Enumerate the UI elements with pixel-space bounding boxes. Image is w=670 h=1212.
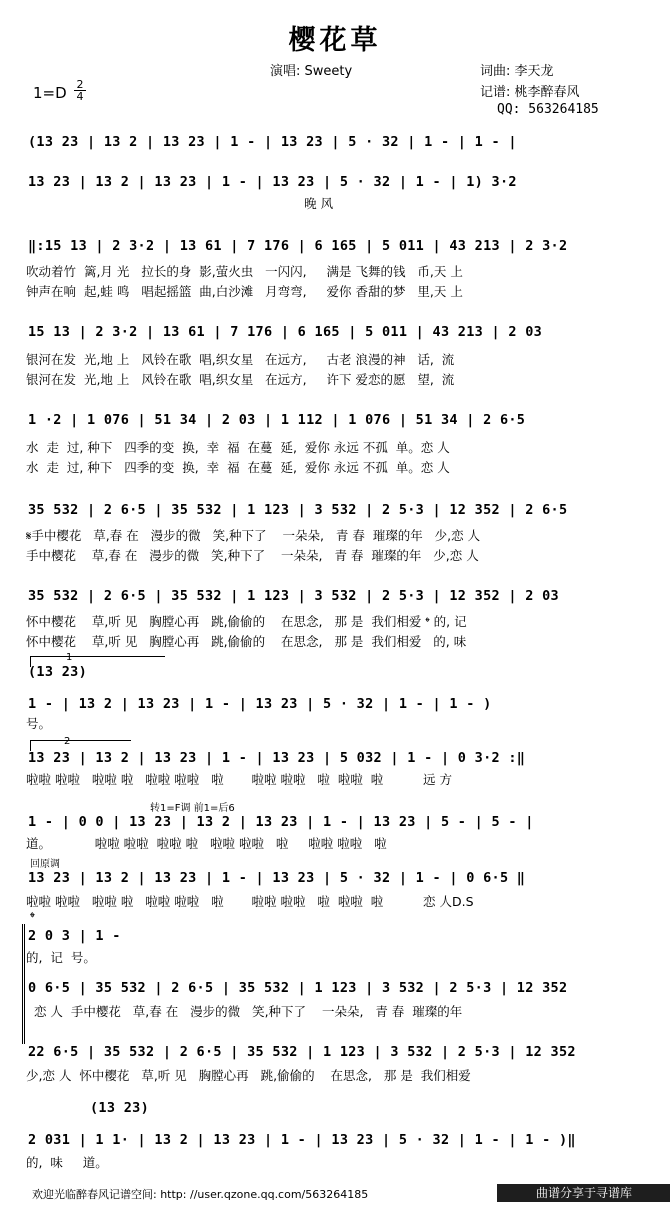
score-row-5-lyrics-1: 水 走 过, 种下 四季的变 换, 幸 福 在蔓 延, 爱你 永远 不孤 单。恋 人 [26, 440, 450, 455]
coda-row-3-notes: 22 6·5 | 35 532 | 2 6·5 | 35 532 | 1 123 | 3 532 | 2 5·3 | 12 352 [28, 1044, 576, 1060]
volta-1-label: 1 [66, 652, 73, 663]
time-signature-bottom: 4 [74, 90, 86, 102]
coda-row-1-lyrics: 的, 记 号。 [26, 950, 96, 965]
composer-credit: 词曲: 李天龙 [480, 64, 554, 79]
final-row-lyrics: 的, 味 道。 [26, 1155, 108, 1170]
score-row-3-lyrics-1: 吹动着竹 篱,月 光 拉长的身 影,萤火虫 一闪闪, 满是 飞舞的钱 币,天 上 [26, 264, 463, 279]
score-row-4-notes: 15 13 | 2 3·2 | 13 61 | 7 176 | 6 165 | 5 011 | 43 213 | 2 03 [28, 324, 543, 340]
score-row-11-notes: 13 23 | 13 2 | 13 23 | 1 - | 13 23 | 5 · 32 | 1 - | 0 6·5 ‖ [28, 870, 526, 886]
score-row-8-notes: 1 - | 13 2 | 13 23 | 1 - | 13 23 | 5 · 32 | 1 - | 1 - ) [28, 696, 492, 712]
score-row-4-lyrics-2: 银河在发 光,地 上 风铃在歌 唱,织女星 在远方, 许下 爱恋的愿 望, 流 [26, 372, 455, 387]
modulation-mark: 转1=F调 前1=后6 [150, 803, 235, 814]
coda-row-2-lyrics: 恋 人 手中樱花 草,春 在 漫步的微 笑,种下了 一朵朵, 青 春 璀璨的年 [26, 1004, 463, 1019]
coda-row-3-lyrics: 少,恋 人 怀中樱花 草,听 见 胸膛心再 跳,偷偷的 在思念, 那 是 我们相爱 [26, 1068, 471, 1083]
key-signature: 1=D [33, 84, 67, 102]
ending-1-pickup-notes: (13 23) [28, 664, 87, 680]
coda-bracket [22, 924, 25, 1044]
score-row-7-notes: 35 532 | 2 6·5 | 35 532 | 1 123 | 3 532 | 2 5·3 | 12 352 | 2 03 [28, 588, 559, 604]
score-row-6-lyrics-1: 𝄋手中樱花 草,春 在 漫步的微 笑,种下了 一朵朵, 青 春 璀璨的年 少,恋 人 [26, 528, 481, 543]
time-signature [74, 79, 86, 102]
singer-credit: 演唱: Sweety [270, 64, 353, 79]
coda-row-1-notes: 2 0 3 | 1 - [28, 928, 121, 944]
score-row-6-lyrics-2: 手中樱花 草,春 在 漫步的微 笑,种下了 一朵朵, 青 春 璀璨的年 少,恋 人 [26, 548, 479, 563]
score-row-11-lyrics: 啦啦 啦啦 啦啦 啦 啦啦 啦啦 啦 啦啦 啦啦 啦 啦啦 啦 恋 人D.S [26, 894, 474, 909]
volta-2-label: 2 [64, 736, 71, 747]
final-row-notes: 2 031 | 1 1· | 13 2 | 13 23 | 1 - | 13 23 | 5 · 32 | 1 - | 1 - )‖ [28, 1132, 576, 1148]
score-row-4-lyrics-1: 银河在发 光,地 上 风铃在歌 唱,织女星 在远方, 古老 浪漫的神 话, 流 [26, 352, 455, 367]
score-row-9-lyrics: 啦啦 啦啦 啦啦 啦 啦啦 啦啦 啦 啦啦 啦啦 啦 啦啦 啦 远 方 [26, 772, 452, 787]
final-pickup-notes: (13 23) [90, 1100, 149, 1116]
time-signature-top: 2 [76, 78, 84, 91]
return-key-mark: 回原调 [30, 859, 60, 870]
score-row-7-lyrics-2: 怀中樱花 草,听 见 胸膛心再 跳,偷偷的 在思念, 那 是 我们相爱 的, 味 [26, 634, 467, 649]
qq-number: QQ: 563264185 [497, 102, 599, 117]
score-row-7-lyrics-1: 怀中樱花 草,听 见 胸膛心再 跳,偷偷的 在思念, 那 是 我们相爱 𝄌 的, 记 [26, 614, 467, 629]
score-row-8-lyrics: 号。 [26, 716, 52, 731]
score-row-10-notes: 1 - | 0 0 | 13 23 | 13 2 | 13 23 | 1 - | 13 23 | 5 - | 5 - | [28, 814, 534, 830]
score-row-6-notes: 35 532 | 2 6·5 | 35 532 | 1 123 | 3 532 | 2 5·3 | 12 352 | 2 6·5 [28, 502, 568, 518]
transcriber-credit: 记谱: 桃李醉春风 [480, 85, 580, 100]
coda-sign: 𝄌 [30, 910, 35, 926]
footer-website: 欢迎光临醉春风记谱空间: http: //user.qzone.qq.com/563264185 [32, 1188, 369, 1201]
score-row-3-notes: ‖:15 13 | 2 3·2 | 13 61 | 7 176 | 6 165 | 5 011 | 43 213 | 2 3·2 [28, 238, 568, 254]
score-row-10-lyrics: 道。 啦啦 啦啦 啦啦 啦 啦啦 啦啦 啦 啦啦 啦啦 啦 [26, 836, 387, 851]
score-row-3-lyrics-2: 钟声在响 起,蛙 鸣 唱起摇篮 曲,白沙滩 月弯弯, 爱你 香甜的梦 里,天 上 [26, 284, 463, 299]
share-badge: 曲谱分享于寻谱库 [497, 1184, 670, 1202]
coda-row-2-notes: 0 6·5 | 35 532 | 2 6·5 | 35 532 | 1 123 | 3 532 | 2 5·3 | 12 352 [28, 980, 568, 996]
score-row-5-notes: 1 ·2 | 1 076 | 51 34 | 2 03 | 1 112 | 1 076 | 51 34 | 2 6·5 [28, 412, 526, 428]
score-row-9-notes: 13 23 | 13 2 | 13 23 | 1 - | 13 23 | 5 032 | 1 - | 0 3·2 :‖ [28, 750, 526, 766]
score-row-2-lyrics: 晚 风 [26, 196, 334, 211]
score-row-2-notes: 13 23 | 13 2 | 13 23 | 1 - | 13 23 | 5 · 32 | 1 - | 1) 3·2 [28, 174, 517, 190]
score-row-1-notes: (13 23 | 13 2 | 13 23 | 1 - | 13 23 | 5 · 32 | 1 - | 1 - | [28, 134, 517, 150]
score-row-5-lyrics-2: 水 走 过, 种下 四季的变 换, 幸 福 在蔓 延, 爱你 永远 不孤 单。恋 人 [26, 460, 450, 475]
score-title: 樱花草 [288, 25, 382, 56]
